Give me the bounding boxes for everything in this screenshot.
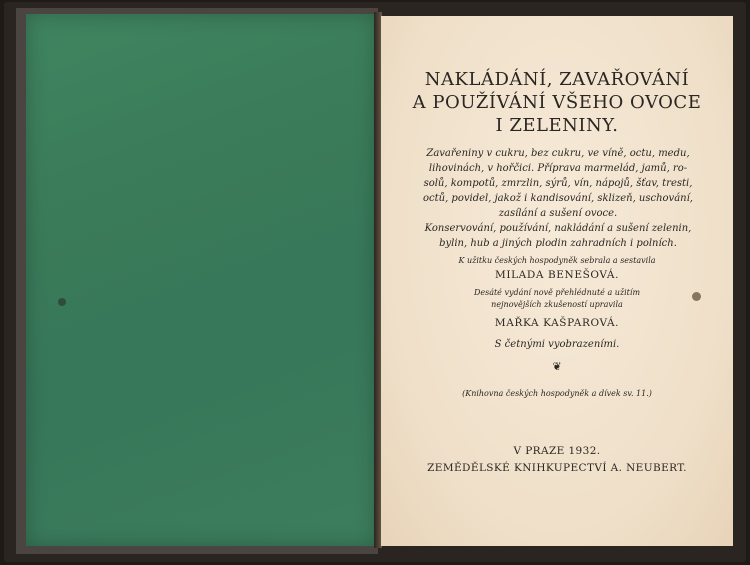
description-line: zasílání a sušení ovoce. [498,208,618,219]
flower-ornament-icon: ❦ [552,360,562,373]
compiled-note: K užitku českých hospodyněk sebrala a sestavila [458,256,656,265]
description-line: bylin, hub a jiných plodin zahradních i polních. [439,238,677,249]
book-title [381,68,733,137]
description-line: Konservování, používání, nakládání a sušení zelenin, [424,223,692,234]
title-line: I ZELENINY. [495,115,619,136]
series-note: (Knihovna českých hospodyněk a dívek sv. 11.) [462,389,652,398]
open-book [4,2,746,562]
publisher-name: ZEMĚDĚLSKÉ KNIHKUPECTVÍ A. NEUBERT. [427,462,687,474]
book-description [417,146,699,251]
title-line: A POUŽÍVÁNÍ VŠEHO OVOCE [412,92,702,113]
description-line: octů, povidel, jakož i kandisování, sklizeň, uschování, [422,193,693,204]
title-line: NAKLÁDÁNÍ, ZAVAŘOVÁNÍ [424,69,690,90]
illustrations-note: S četnými vyobrazeními. [494,339,620,350]
edition-note: nejnovějších zkušeností upravila [491,300,623,309]
description-line: Zavařeniny v cukru, bez cukru, ve víně, octu, medu, [426,148,690,159]
editor-name: MAŘKA KAŠPAROVÁ. [494,317,620,329]
description-line: lihovinách, v hořčici. Příprava marmelád, jamů, ro- [428,163,688,174]
imprint-place-year: V PRAZE 1932. [513,445,601,457]
endpaper-stain [58,298,66,306]
author-name: MILADA BENEŠOVÁ. [494,269,620,281]
description-line: solů, kompotů, zmrzlin, sýrů, vín, nápojů, šťav, tresti, [423,178,693,189]
green-endpaper [26,14,376,546]
title-page [381,16,733,546]
edition-note: Desáté vydání nově přehlédnuté a užitím [473,288,641,297]
